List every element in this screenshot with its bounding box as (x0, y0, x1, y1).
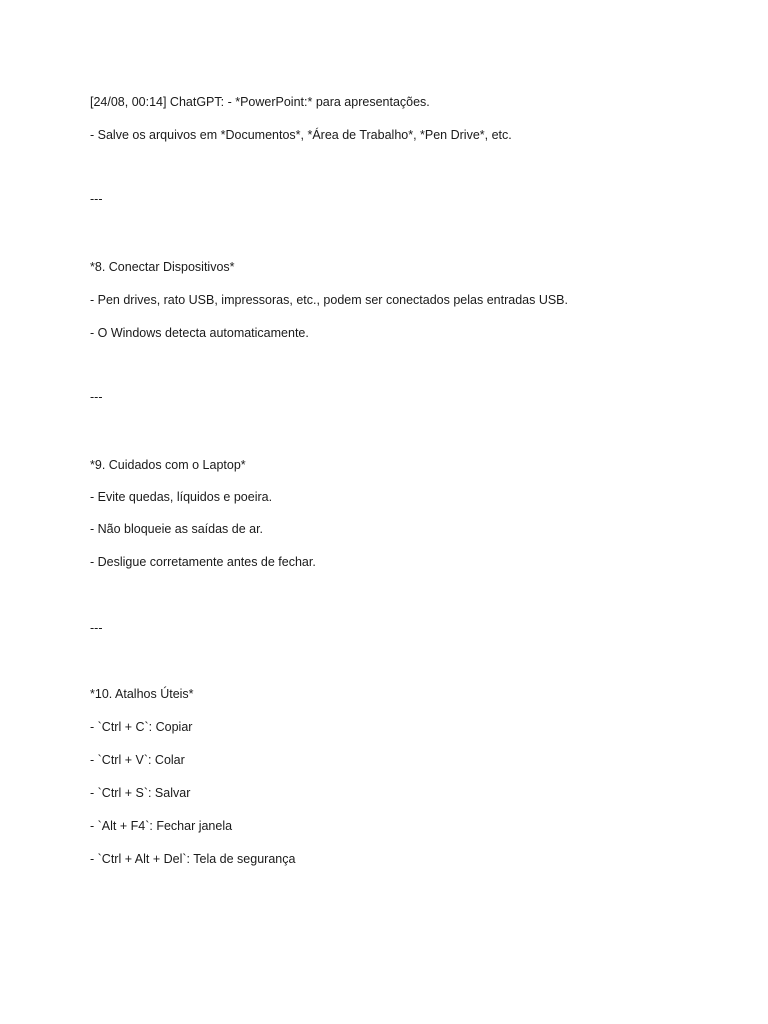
section-heading-shortcuts: *10. Atalhos Úteis* (90, 687, 194, 701)
section-divider: --- (90, 390, 103, 404)
section-heading-devices: *8. Conectar Dispositivos* (90, 260, 235, 274)
save-files-line: - Salve os arquivos em *Documentos*, *Área de Trabalho*, *Pen Drive*, etc. (90, 128, 512, 142)
list-item: - Desligue corretamente antes de fechar. (90, 555, 316, 569)
list-item: - `Ctrl + S`: Salvar (90, 786, 191, 800)
list-item: - `Ctrl + Alt + Del`: Tela de segurança (90, 852, 296, 866)
list-item: - Não bloqueie as saídas de ar. (90, 522, 264, 536)
section-divider: --- (90, 192, 103, 206)
list-item: - Evite quedas, líquidos e poeira. (90, 490, 273, 504)
list-item: - Pen drives, rato USB, impressoras, etc., podem ser conectados pelas entradas USB. (90, 293, 568, 307)
list-item: - `Ctrl + V`: Colar (90, 753, 185, 767)
list-item: - O Windows detecta automaticamente. (90, 326, 309, 340)
chat-header-line: [24/08, 00:14] ChatGPT: - *PowerPoint:* para apresentações. (90, 95, 430, 109)
list-item: - `Ctrl + C`: Copiar (90, 720, 193, 734)
list-item: - `Alt + F4`: Fechar janela (90, 819, 233, 833)
section-heading-laptop: *9. Cuidados com o Laptop* (90, 458, 246, 472)
section-divider: --- (90, 621, 103, 635)
